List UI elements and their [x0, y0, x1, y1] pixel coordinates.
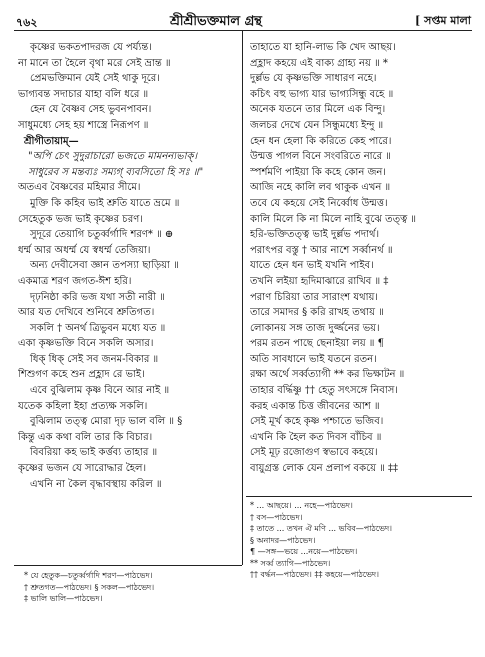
left-column	[18, 40, 240, 492]
text-line: স্পর্শমণি পাইয়া কি কহে কোন জন।	[250, 166, 386, 178]
text-line: একমাত্র শরণ জগত-ঈশ হরি।	[18, 275, 132, 287]
text-line: সকলি † অনর্থ ত্রিভুবন মধ্যে যত ॥	[30, 322, 166, 334]
text-line: পরাৎপর বস্তু † আর নাশে সর্ব্বানর্থ ॥	[250, 244, 393, 256]
text-line: রক্ষা অর্থে সর্ব্বত্যাগী ** কর ভিক্ষাটন ॥	[250, 369, 405, 381]
text-line: অতএব বৈষ্ণবের মহিমার সীমে।	[18, 182, 141, 194]
text-line: ‡ ভালি ভালি—পাঠভেদ।	[24, 594, 103, 603]
text-line: যতেক কহিলা ইহা প্রত্যক্ষ সকলি।	[18, 400, 148, 412]
text-line: হেন ধন হেলা কি করিতে কেহ পারে।	[250, 135, 392, 147]
text-line: এখনি না কৈল বৃদ্ধাবস্থায় করিল ॥	[30, 478, 162, 490]
page-number: ৭৬২	[16, 16, 38, 29]
text-line: শিশুগণ কহে শুন প্রহ্লাদ রে ভাই।	[18, 369, 145, 381]
text-line: সুদূরে তেয়াগি চতুর্ব্বর্গাদি শরণ* ॥ ⊕	[30, 229, 174, 241]
text-line: এখনি কি হৈল কত দিবস বাঁচিব ॥	[250, 431, 382, 443]
text-line: পরম রতন পাছে ছেনাইয়া লয় ॥ ¶	[250, 338, 384, 350]
text-line: সাধুমধ্যে সেহ হয় শাস্ত্রে নিরূপণ ॥	[18, 119, 149, 131]
text-line: প্রেমভক্তিমান যেই সেই থাকু দূরে।	[30, 73, 160, 85]
text-line: কচিৎ বহু ভাগ্য যার ভাগ্যসিন্ধু বহে ॥	[250, 88, 394, 100]
right-footnotes	[250, 500, 472, 581]
text-line: † বস—পাঠভেদ।	[250, 512, 303, 522]
text-line: ¶ —সঙ্গ—ভয়ে ...নয়ে—পাঠভেদ।	[250, 547, 358, 556]
text-line: "অপি চেৎ সুদুরাচারো ভজতে মামনন্যভাক্।	[28, 151, 198, 163]
text-line: আর যত দেখিবে শুনিবে শ্রুতিগত।	[18, 307, 155, 319]
footnote-rule-right	[246, 496, 472, 497]
text-line: কিন্তু এক কথা বলি তার কি বিচার।	[18, 431, 153, 443]
text-line: পরাণ চিরিয়া তার সারাংশ যথায়।	[250, 291, 378, 303]
text-line: হেন যে বৈষ্ণব সেহ ভুবনপাবন।	[30, 104, 152, 116]
text-line: কৃষ্ণের ভজন যে সারোদ্ধার হৈল।	[18, 463, 147, 475]
text-line: সেহেতুক ভজ ভাই কৃষ্ণের চরণ।	[18, 213, 143, 225]
header-rule	[14, 30, 472, 31]
column-divider	[242, 30, 243, 565]
text-line: অন্য দেবীসেবা জ্ঞান তপস্যা ছাড়িয়া ॥	[30, 260, 179, 272]
text-line: জলচর দেখে যেন সিন্ধুমধ্যে ইন্দু ॥	[250, 119, 384, 131]
text-line: একা কৃষ্ণভক্তি বিনে সকলি অসার।	[18, 338, 154, 350]
text-line: ভাগ্যবন্ত সদাচার যাহা বলি ধরে ॥	[18, 88, 149, 100]
right-column	[250, 40, 472, 477]
text-line: করহ একান্ত চিত্ত জীবনের আশ ॥	[250, 400, 380, 412]
text-line: কালি মিলে কি না মিলে নাহি বুঝে তত্ত্ব ॥	[250, 213, 417, 225]
text-line: তখনি লইয়া হৃদিমাঝারে রাখিব ॥ ‡	[250, 275, 389, 287]
text-line: শ্রীগীতায়াম্—	[24, 135, 79, 147]
text-line: কৃষ্ণের ভকতপাদরজ যে পর্য্যন্ত।	[30, 42, 152, 53]
text-line: তাহাতে যা হানি-লাভ কি খেদ আছয়।	[250, 42, 396, 53]
text-line: আজি নহে কালি লব থাকুক এখন ॥	[250, 182, 391, 194]
text-line: * ... আছয়ে। ... নহে—পাঠভেদ।	[250, 501, 353, 510]
text-line: ** সর্ব্ব ত্যাগি—পাঠভেদ।	[250, 558, 331, 568]
text-line: ধর্ম্ম আর অধর্ম্ম যে স্বধর্ম্ম তেজিয়া।	[18, 244, 151, 256]
page-header	[0, 6, 485, 30]
footnote-rule-left	[14, 565, 242, 566]
text-line: বুঝিলাম তত্ত্ব মোরা দৃঢ় ভাল বলি ॥ §	[30, 416, 183, 428]
text-line: দুর্ল্লভ যে কৃষ্ণভক্তি সাধারণ নহে।	[250, 73, 377, 85]
text-line: অনেক যতনে তার মিলে এক বিন্দু।	[250, 104, 386, 116]
text-line: হরি-ভক্তিতত্ত্ব ভাই দুর্ল্লভ পদার্থ।	[250, 229, 380, 241]
text-line: ‡ তাতে ... তখন ঐ মণি ... ভবিব—পাঠভেদ।	[250, 524, 393, 533]
text-line: যাতে হেন ধন ভাই যখনি পাইব।	[250, 260, 374, 272]
text-line: তবে যে কহয়ে সেই নির্ব্বোধ উন্মত্ত।	[250, 197, 388, 209]
text-line: সাধুরেব স মন্তব্যঃ সম্যগ্ ব্যবসিতো হি সঃ ॥"	[28, 166, 204, 178]
text-line: ধিক্ ধিক্ সেই সব জনম-বিকার ॥	[30, 353, 159, 365]
text-line: তাহার বর্দ্ধিষ্ণু †† হেতু সৎসঙ্গে নিবাস।	[250, 385, 398, 397]
chapter-label: [ সপ্তম মালা	[415, 14, 471, 27]
text-line: অতি সাবধানে ভাই যতনে রতন।	[250, 353, 377, 365]
text-line: †† বর্দ্ধন—পাঠভেদ। ‡‡ কহয়ে—পাঠভেদ।	[250, 570, 379, 579]
text-line: বিবরিয়া কহ ভাই কর্ত্তব্য তাহার ॥	[30, 447, 158, 459]
text-line: § অনাদর—পাঠভেদ।	[250, 535, 316, 545]
text-line: মুক্তি কি কহিব ভাই শ্রুতি যাতে ভ্রমে ॥	[30, 197, 180, 209]
text-line: সেই মূঢ় রজোগুণ স্বভাবে কহয়ে।	[250, 447, 378, 459]
text-line: প্রহ্লাদ কহয়ে এই বাক্য গ্রাহ্য নয় ॥ *	[250, 57, 388, 69]
text-line: * যে হেতুক—চতুর্ব্বর্গাদি শরণ—পাঠভেদ।	[24, 571, 153, 580]
text-line: না মানে তা হৈলে বৃথা মরে সেই ভ্রান্ত ॥	[18, 57, 171, 69]
left-footnotes	[24, 570, 246, 605]
text-line: তারে সমাদর § করি রাখহ তথায় ॥	[250, 307, 384, 319]
text-line: লোকানয় সঙ্গ তাজ দুর্জ্জনের ভয়।	[250, 322, 380, 334]
text-line: উন্মত্ত পাগল বিনে সংবরিতে নারে ॥	[250, 151, 391, 163]
book-title: শ্রীশ্রীভক্তমাল গ্রন্থ	[170, 14, 262, 29]
text-line: এবে বুঝিলাম কৃষ্ণ বিনে আর নাই ॥	[30, 385, 170, 397]
text-line: দৃঢ়নিষ্ঠা করি ভজ যথা সতী নারী ॥	[30, 291, 165, 303]
text-line: বায়ুগ্রস্ত লোক যেন প্রলাপ বকয়ে ॥ ‡‡	[250, 463, 399, 475]
text-line: † শ্রুতগত—পাঠভেদ। § সকল—পাঠভেদ।	[24, 582, 155, 592]
text-line: সেই মূর্খ কহে কৃষ্ণ পশ্চাতে ভজিব।	[250, 416, 384, 428]
